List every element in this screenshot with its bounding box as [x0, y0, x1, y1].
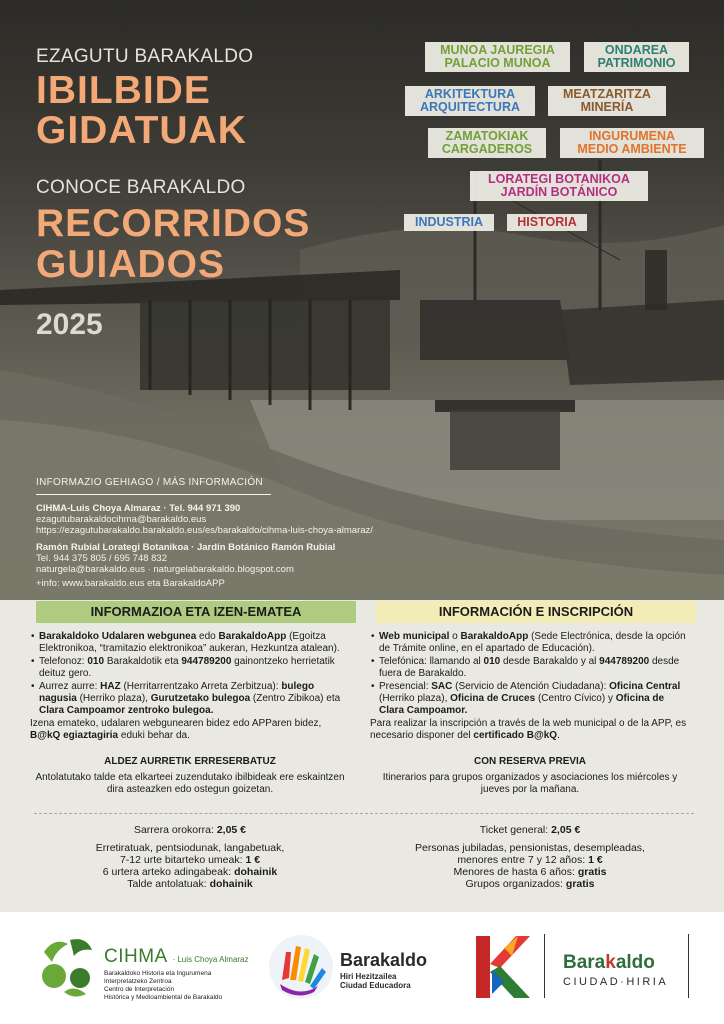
list-item: • Telefónica: llamando al 010 desde Barakaldo y al 944789200 desde fuera de Barakaldo.	[370, 656, 690, 680]
cihma-logo-icon	[34, 932, 104, 1002]
barakaldo-educating-name: Barakaldo	[340, 950, 428, 970]
tag-heritage: ONDAREA PATRIMONIO	[584, 42, 689, 72]
garden-phone: Tel. 944 375 805 / 695 748 832	[36, 553, 168, 564]
footer-logos	[0, 912, 724, 1024]
garden-email-blog[interactable]: naturgela@barakaldo.eus · naturgelabarakaldo.blogspot.com	[36, 564, 294, 575]
list-item: • Presencial: SAC (Servicio de Atención Ciudadana): Oficina Central (Herriko plaza), Oficina de Cruces (Centro Cívico) y Oficina de Clara Campoamor.	[370, 681, 690, 717]
barakaldo-city-sub: CIUDAD·HIRIA	[563, 976, 669, 988]
spanish-reservation-text: Itinerarios para grupos organizados y asociaciones los miércoles y jueves por la mañana.	[382, 772, 678, 795]
price-line: 7-12 urte bitarteko umeak: 1 €	[119, 854, 261, 866]
tag-loading-docks: ZAMATOKIAK CARGADEROS	[428, 128, 546, 158]
cihma-email[interactable]: ezagutubarakaldocihma@barakaldo.eus	[36, 514, 207, 525]
list-item: • Telefonoz: 010 Barakaldotik eta 944789200 gainontzeko herrietatik deituz gero.	[30, 656, 350, 680]
spanish-certificate-note: Para realizar la inscripción a través de la web municipal o de la APP, es necesario disponer del certificado B@kQ.	[370, 718, 687, 741]
basque-prices	[30, 824, 350, 890]
spanish-registration-list	[370, 631, 690, 717]
cihma-url[interactable]: https://ezagutubarakaldo.barakaldo.eus/es/barakaldo/cihma-luis-choya-almaraz/	[36, 525, 373, 536]
more-info-link[interactable]: +info: www.barakaldo.eus eta BarakaldoAPP	[36, 578, 225, 589]
section-divider	[34, 813, 694, 814]
cihma-contact-name: CIHMA-Luis Choya Almaraz · Tel. 944 971 390	[36, 503, 241, 514]
spanish-prices	[370, 824, 690, 890]
barakaldo-educating-sub: Hiri Hezitzailea Ciudad Educadora	[340, 972, 411, 990]
list-item: • Barakaldoko Udalaren webgunea edo BarakaldoApp (Egoitza Elektronikoa, “tramitazio elektronikoa” aukeran, Hezkuntza atalean).	[30, 631, 350, 655]
educating-city-hands-icon	[268, 934, 334, 1000]
list-item: • Aurrez aurre: HAZ (Herritarrentzako Arreta Zerbitzua): bulego nagusia (Herriko plaza), Gurutzetako bulegoa (Zentro Zibikoa) eta Clara Campoamor zentroko bulegoa.	[30, 681, 350, 717]
barakaldo-city-name: Barakaldo	[563, 952, 655, 973]
year: 2025	[36, 308, 103, 341]
tag-environment: INGURUMENA MEDIO AMBIENTE	[560, 128, 704, 158]
list-item: • Web municipal o BarakaldoApp (Sede Electrónica, desde la opción de Trámite online, en el apartado de Educación).	[370, 631, 690, 655]
tag-munoa-palace: MUNOA JAUREGIA PALACIO MUNOA	[425, 42, 570, 72]
tag-industry: INDUSTRIA	[404, 214, 494, 231]
cihma-line: Barakaldoko Historia eta Ingurumena	[104, 970, 212, 977]
more-info-block	[36, 477, 436, 589]
price-line: Sarrera orokorra: 2,05 €	[133, 824, 247, 836]
kicker-spanish: CONOCE BARAKALDO	[36, 177, 246, 198]
spanish-info-heading: INFORMACIÓN E INSCRIPCIÓN	[376, 601, 696, 623]
price-line: menores entre 7 y 12 años: 1 €	[457, 854, 603, 866]
price-line: Ticket general: 2,05 €	[479, 824, 581, 836]
basque-reservation-heading: ALDEZ AURRETIK ERRESERBATUZ	[104, 756, 276, 767]
basque-info-column	[30, 601, 350, 796]
garden-contact-name: Ramón Rubial Lorategi Botanikoa · Jardín Botánico Ramón Rubial	[36, 542, 336, 553]
cihma-line: Interpretatzeko Zentroa	[104, 978, 172, 985]
cihma-person: · Luis Choya Almaraz	[172, 955, 249, 964]
title-spanish-line2: GUIADOS	[36, 243, 226, 286]
cihma-name: CIHMA	[104, 946, 167, 967]
price-line: Personas jubiladas, pensionistas, desempleadas,	[415, 842, 645, 854]
title-basque-line1: IBILBIDE	[36, 69, 211, 112]
logo-divider	[544, 934, 545, 998]
tag-botanical-garden: LORATEGI BOTANIKOA JARDÍN BOTÁNICO	[470, 171, 648, 201]
kicker-basque: EZAGUTU BARAKALDO	[36, 46, 254, 67]
price-line: Menores de hasta 6 años: gratis	[453, 866, 607, 878]
basque-certificate-note: Izena emateko, udalaren webgunearen bidez edo APParen bidez, B@kQ egiaztagiria eduki behar da.	[30, 718, 322, 741]
cihma-line: Histórica y Medioambiental de Barakaldo	[104, 994, 223, 1001]
price-line: 6 urtera arteko adingabeak: dohainik	[102, 866, 278, 878]
spanish-info-column	[370, 601, 690, 796]
more-info-heading: INFORMAZIO GEHIAGO / MÁS INFORMACIÓN	[36, 477, 271, 495]
title-spanish-line1: RECORRIDOS	[36, 202, 311, 245]
price-line: Erretiratuak, pentsiodunak, langabetuak,	[95, 842, 285, 854]
price-line: Grupos organizados: gratis	[465, 878, 595, 890]
basque-reservation-text: Antolatutako talde eta elkarteei zuzendutako ibilbideak ere eskaintzen dira asteazken edo ostegun goizetan.	[35, 772, 345, 795]
cihma-line: Centro de Interpretación	[104, 986, 175, 993]
basque-registration-list	[30, 631, 350, 717]
logo-divider	[688, 934, 689, 998]
title-basque-line2: GIDATUAK	[36, 109, 247, 152]
barakaldo-k-icon	[474, 934, 532, 1000]
tag-architecture: ARKITEKTURA ARQUITECTURA	[405, 86, 535, 116]
price-line: Talde antolatuak: dohainik	[127, 878, 253, 890]
tag-mining: MEATZARITZA MINERÍA	[548, 86, 666, 116]
basque-info-heading: INFORMAZIOA ETA IZEN-EMATEA	[36, 601, 356, 623]
tag-history: HISTORIA	[507, 214, 587, 231]
spanish-reservation-heading: CON RESERVA PREVIA	[473, 756, 587, 767]
cihma-logo-text	[104, 946, 249, 1002]
